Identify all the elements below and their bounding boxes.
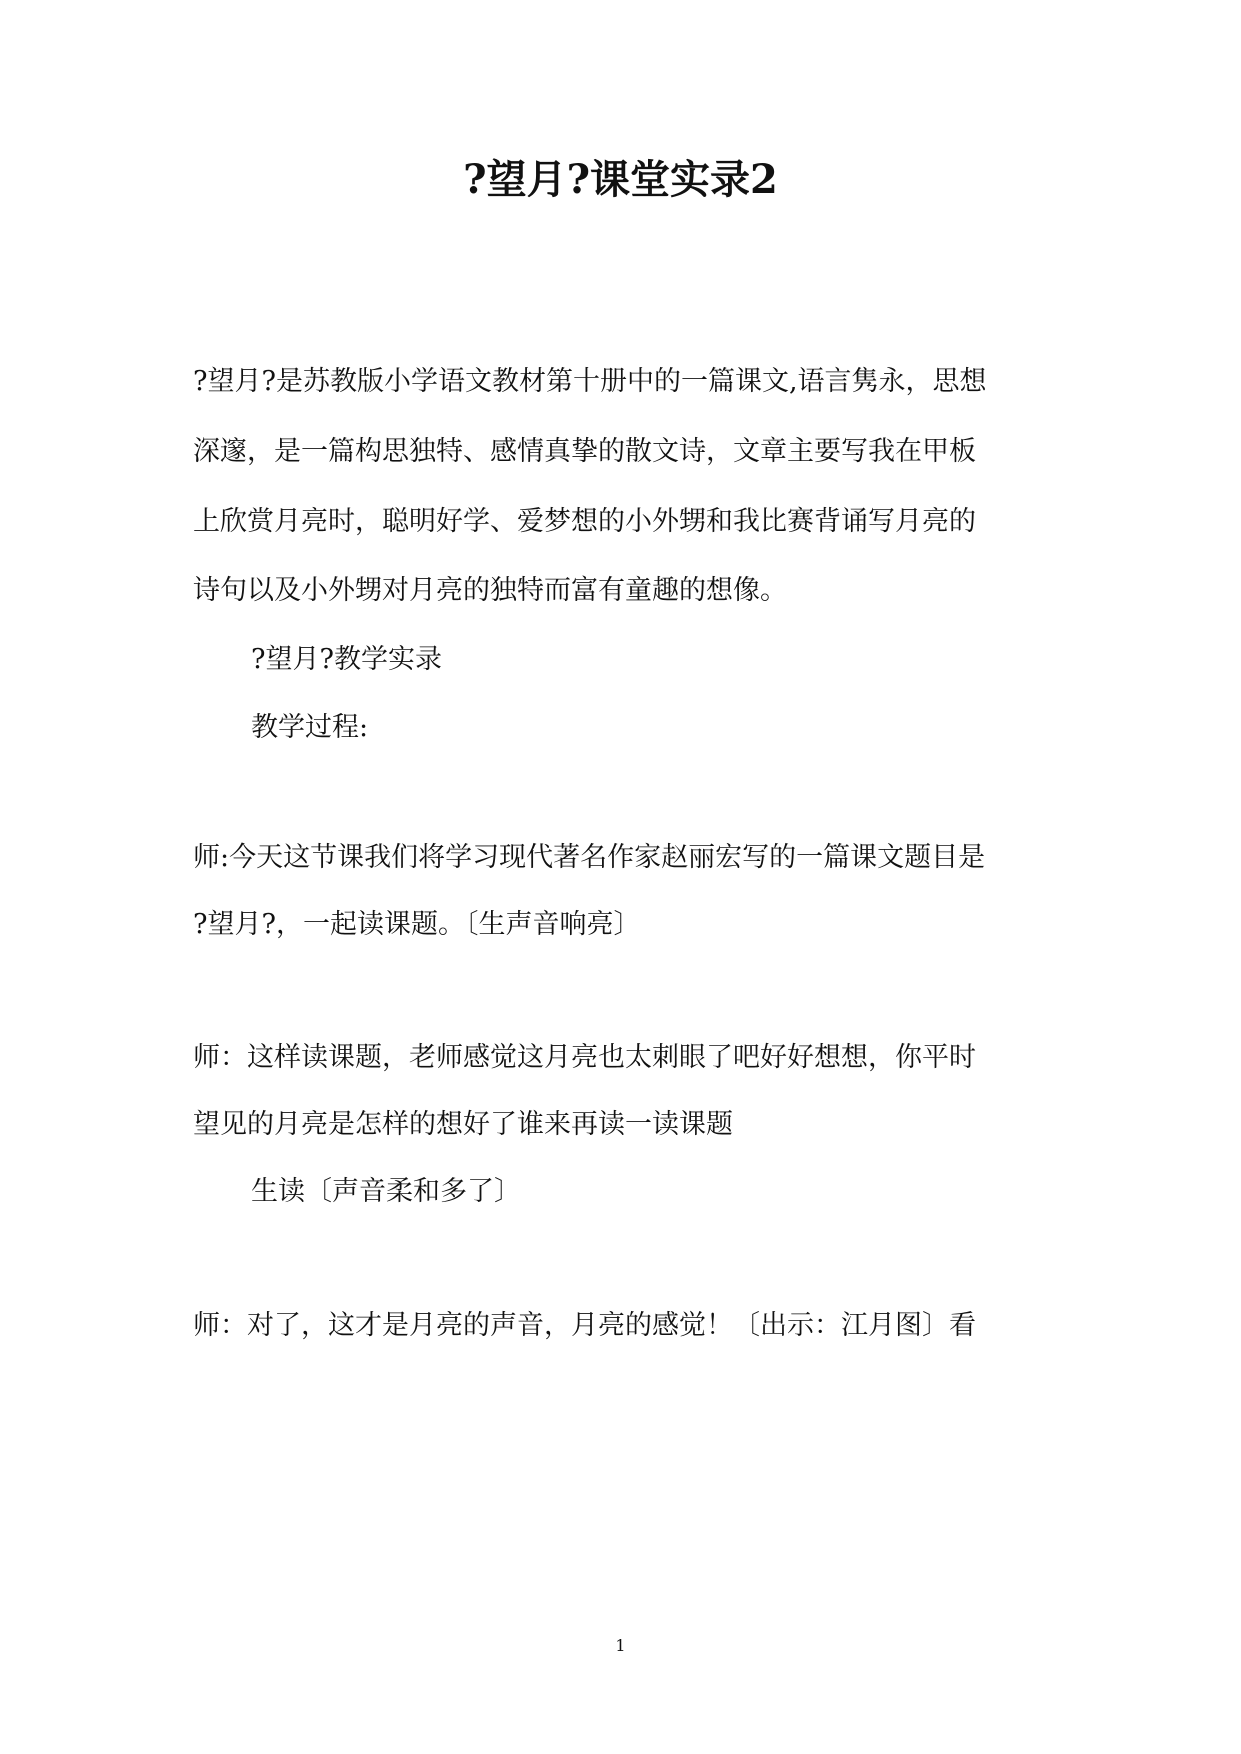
dialogue-line: 师:今天这节课我们将学习现代著名作家赵丽宏写的一篇课文题目是 [193, 842, 986, 873]
document-title: ?望月?课堂实录2 [463, 156, 778, 203]
page-number: 1 [615, 1636, 626, 1655]
paragraph-line: 诗句以及小外甥对月亮的独特而富有童趣的想像。 [193, 575, 787, 606]
dialogue-line: 师：这样读课题，老师感觉这月亮也太刺眼了吧好好想想，你平时 [193, 1042, 976, 1073]
dialogue-line: 师：对了，这才是月亮的声音，月亮的感觉！〔出示：江月图〕看 [193, 1310, 976, 1341]
paragraph-line: 深邃，是一篇构思独特、感情真挚的散文诗，文章主要写我在甲板 [193, 436, 976, 467]
dialogue-line: ?望月?，一起读课题。〔生声音响亮〕 [193, 909, 641, 940]
section-label: 教学过程: [251, 712, 369, 743]
paragraph-line: 上欣赏月亮时，聪明好学、爱梦想的小外甥和我比赛背诵写月亮的 [193, 506, 976, 537]
dialogue-line: 生读〔声音柔和多了〕 [251, 1176, 521, 1207]
dialogue-line: 望见的月亮是怎样的想好了谁来再读一读课题 [193, 1109, 733, 1140]
paragraph-line: ?望月?是苏教版小学语文教材第十册中的一篇课文,语言隽永，思想 [193, 366, 987, 397]
section-heading: ?望月?教学实录 [251, 644, 442, 675]
